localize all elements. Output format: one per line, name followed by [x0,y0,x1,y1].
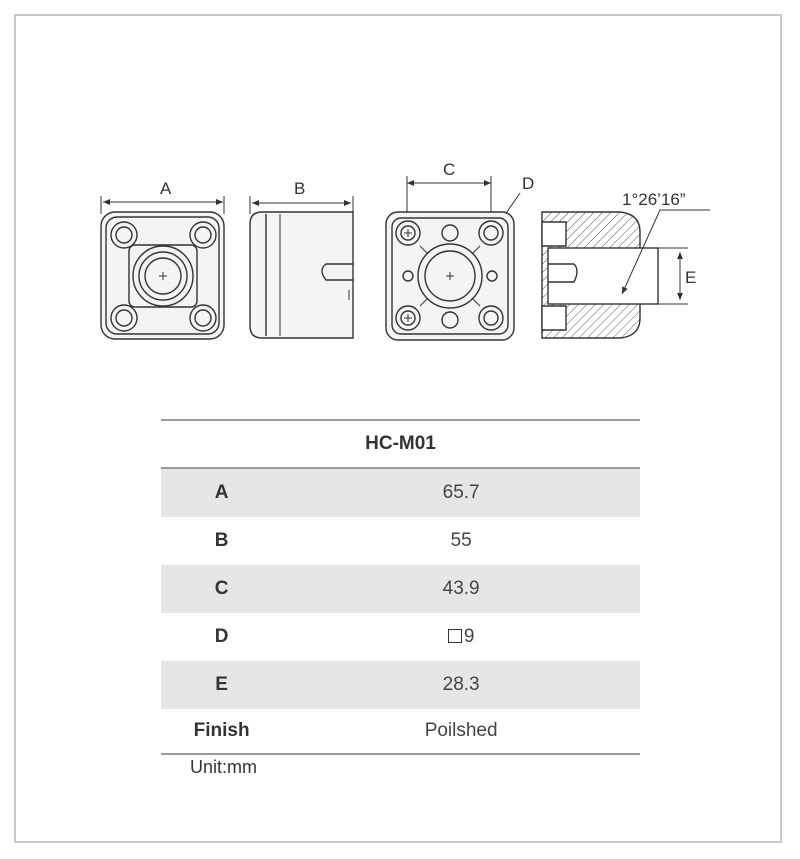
dim-label-e: E [685,268,697,287]
technical-drawing [0,0,800,400]
model-name: HC-M01 [161,420,640,468]
row-label: E [161,661,282,709]
dim-label-a: A [160,179,172,198]
table-row [161,565,640,613]
section-angle-label: 1°26’16” [622,190,686,209]
row-value: Poilshed [424,720,498,741]
dim-label-d: D [522,174,535,193]
row-value-text: 9 [463,626,475,647]
row-value: 65.7 [282,468,640,517]
table-row [161,517,640,565]
row-label: C [161,565,282,613]
row-label: A [161,468,282,517]
row-label: D [214,626,229,647]
table-row [161,468,640,517]
dim-label-b: B [294,179,306,198]
row-value [282,613,640,661]
row-label: Finish [193,720,250,741]
table-header-row [161,420,640,468]
row-value: 28.3 [282,661,640,709]
row-label: B [214,530,229,551]
table-row [161,613,640,661]
front-view [101,196,224,339]
spec-table [161,419,640,755]
square-icon [448,629,462,643]
dim-label-c: C [443,160,456,179]
table-row [161,709,640,754]
unit-note: Unit:mm [190,757,257,777]
row-value: 43.9 [282,565,640,613]
table-row [161,661,640,709]
back-view [386,176,520,340]
row-value: 55 [450,530,472,551]
side-view [250,196,353,338]
